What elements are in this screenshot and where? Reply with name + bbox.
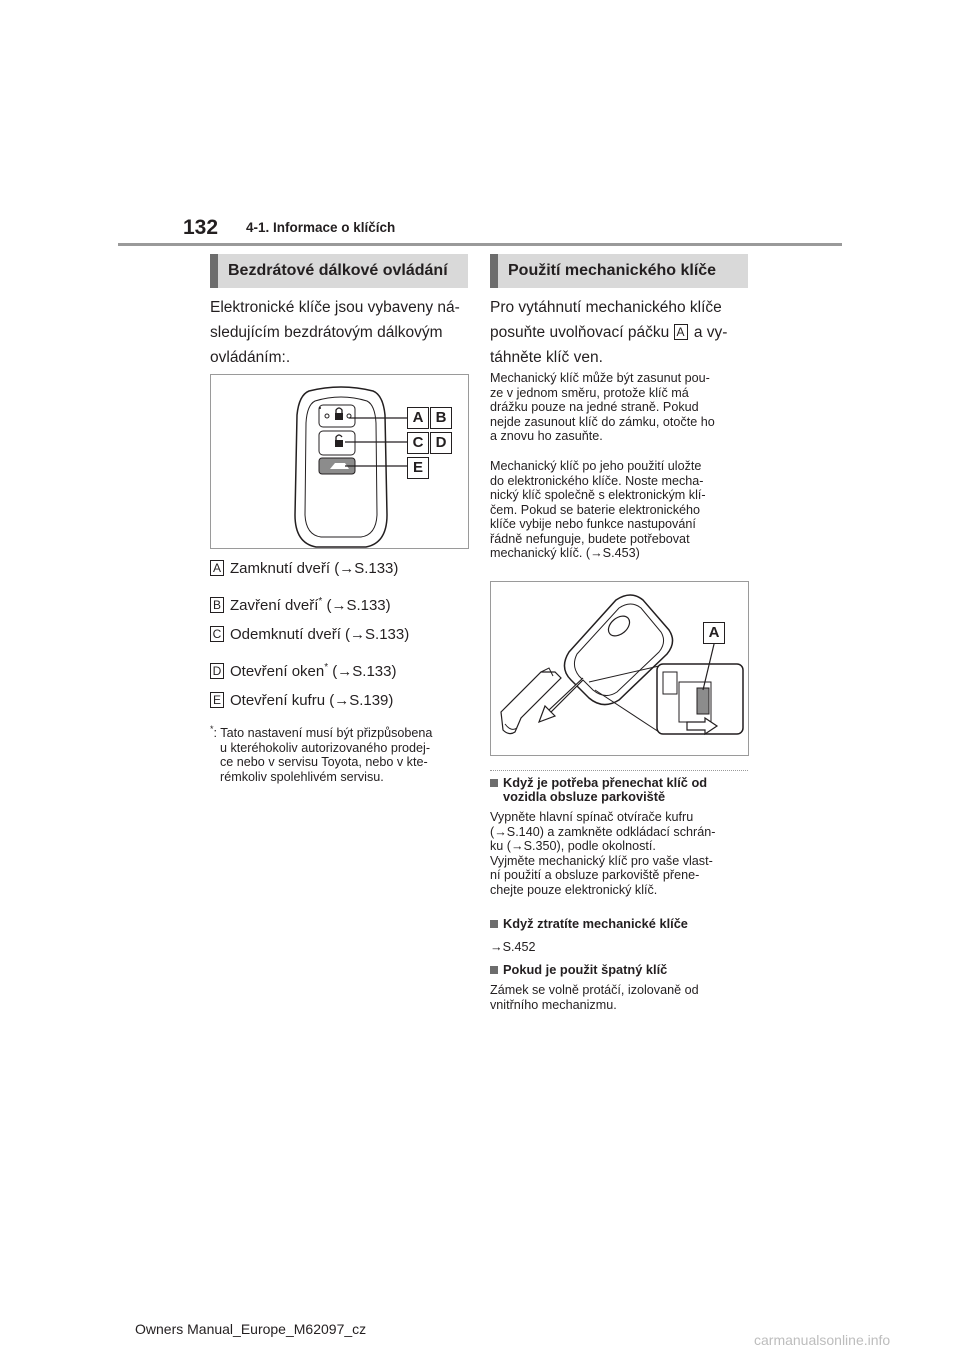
list-item [210,691,480,724]
figure-label-d: D [430,432,452,454]
right-intro-line: Pro vytáhnutí mechanického klíče [490,299,722,316]
subsection-body: →S.452 [490,940,536,954]
footnote-line: : Tato nastavení musí být přizpůsobena [213,726,433,741]
inline-label-a: A [674,324,688,340]
left-intro-line: sledujícím bezdrátovým dálkovým [210,324,443,341]
para-line: drážku pouze na jedné straně. Pokud [490,400,699,414]
item-label: B [210,597,224,613]
subsection-wrong-key [490,963,752,1012]
body-line: Vyjměte mechanický klíč pro vaše vlast- [490,853,713,868]
item-star: * [318,596,323,607]
square-bullet-icon [490,779,498,787]
footnote [210,722,480,784]
para-line: mechanický klíč. (→S.453) [490,546,640,560]
body-line: Zámek se volně protáčí, izolovaně od [490,983,699,997]
left-intro-line: Elektronické klíče jsou vybaveny ná- [210,299,460,316]
item-text: Zamknutí dveří (→S.133) [230,560,399,577]
subsection-valet [490,776,752,897]
body-line: ku (→S.350), podle okolností. [490,839,656,853]
para-line: nický klíč společně s elektronickým klí- [490,488,706,502]
para-line: Mechanický klíč po jeho použití uložte [490,459,702,473]
item-ref: (→S.133) [328,663,397,680]
subsection-title: Pokud je použit špatný klíč [503,962,668,977]
figure-label-e: E [407,457,429,479]
item-text: Odemknutí dveří (→S.133) [230,626,410,643]
para-line: řádně nefunguje, budete potřebovat [490,531,690,546]
left-intro-line: ovládáním:. [210,349,291,366]
right-intro-line: posuňte uvolňovací páčku [490,324,670,341]
chapter-title: 4-1. Informace o klíčích [246,220,396,235]
item-label: A [210,560,224,576]
list-item [210,625,480,658]
remote-key-figure [210,374,469,549]
section-divider [490,770,748,771]
figure-label-a: A [703,622,725,644]
heading-bar [210,254,218,288]
right-intro-line: táhněte klíč ven. [490,349,603,366]
figure-label-a: A [407,407,429,429]
para-line: čem. Pokud se baterie elektronického [490,502,701,517]
subsection-title: vozidla obsluze parkoviště [503,789,666,804]
footnote-line: u kteréhokoliv autorizovaného prodej- [220,740,431,755]
section-heading-mechanical-text: Použití mechanického klíče [508,262,717,279]
list-item [210,559,480,592]
subsection-body [490,810,752,897]
header-rule [118,243,842,246]
item-text: Zavření dveří [230,597,319,614]
heading-bar [490,254,498,288]
para-line: nejde zasunout klíč do zámku, otočte ho [490,414,715,429]
footnote-line: ce nebo v servisu Toyota, nebo v kte- [220,755,428,770]
subsection-body [490,983,752,1012]
figure-label-b: B [430,407,452,429]
subsection-title: Když je potřeba přenechat klíč od [503,775,708,790]
item-label: C [210,626,224,642]
item-text: Otevření kufru (→S.139) [230,692,394,709]
footnote-line: rémkoliv spolehlivém servisu. [220,769,384,784]
section-heading-remote-text: Bezdrátové dálkové ovládání [228,262,448,279]
watermark: carmanualsonline.info [754,1332,891,1348]
left-intro [210,295,480,370]
square-bullet-icon [490,920,498,928]
remote-key-illustration [211,375,468,548]
footer-text: Owners Manual_Europe_M62097_cz [135,1321,367,1337]
body-line: chejte pouze elektronický klíč. [490,882,658,897]
section-heading-mechanical [490,254,748,288]
right-para2 [490,459,752,561]
body-line: ní použití a obsluze parkoviště přene- [490,868,700,882]
subsection-title: Když ztratíte mechanické klíče [503,916,688,931]
body-line: (→S.140) a zamkněte odkládací schrán- [490,824,716,839]
mechanical-key-illustration [491,582,748,755]
figure-label-c: C [407,432,429,454]
item-ref: (→S.133) [322,597,391,614]
section-heading-remote [210,254,468,288]
function-list [210,559,480,724]
subsection-lost-keys [490,917,752,955]
page-number: 132 [183,216,219,239]
para-line: Mechanický klíč může být zasunut pou- [490,371,710,385]
item-text: Otevření oken [230,663,325,680]
body-line: vnitřního mechanizmu. [490,997,617,1012]
list-item [210,658,480,691]
item-label: E [210,692,224,708]
item-star: * [324,662,329,673]
para-line: do elektronického klíče. Noste mecha- [490,473,704,488]
right-intro [490,295,760,370]
para-line: ze v jednom směru, protože klíč má [490,385,689,400]
mechanical-key-figure [490,581,749,756]
footnote-mark: * [210,724,214,734]
para-line: klíče vybije nebo funkce nastupování [490,517,696,531]
item-label: D [210,663,224,679]
list-item [210,592,480,625]
body-line: Vypněte hlavní spínač otvírače kufru [490,810,694,824]
para-line: a znovu ho zasuňte. [490,429,603,443]
right-para1 [490,371,752,444]
right-intro-line: a vy- [693,324,728,341]
square-bullet-icon [490,966,498,974]
